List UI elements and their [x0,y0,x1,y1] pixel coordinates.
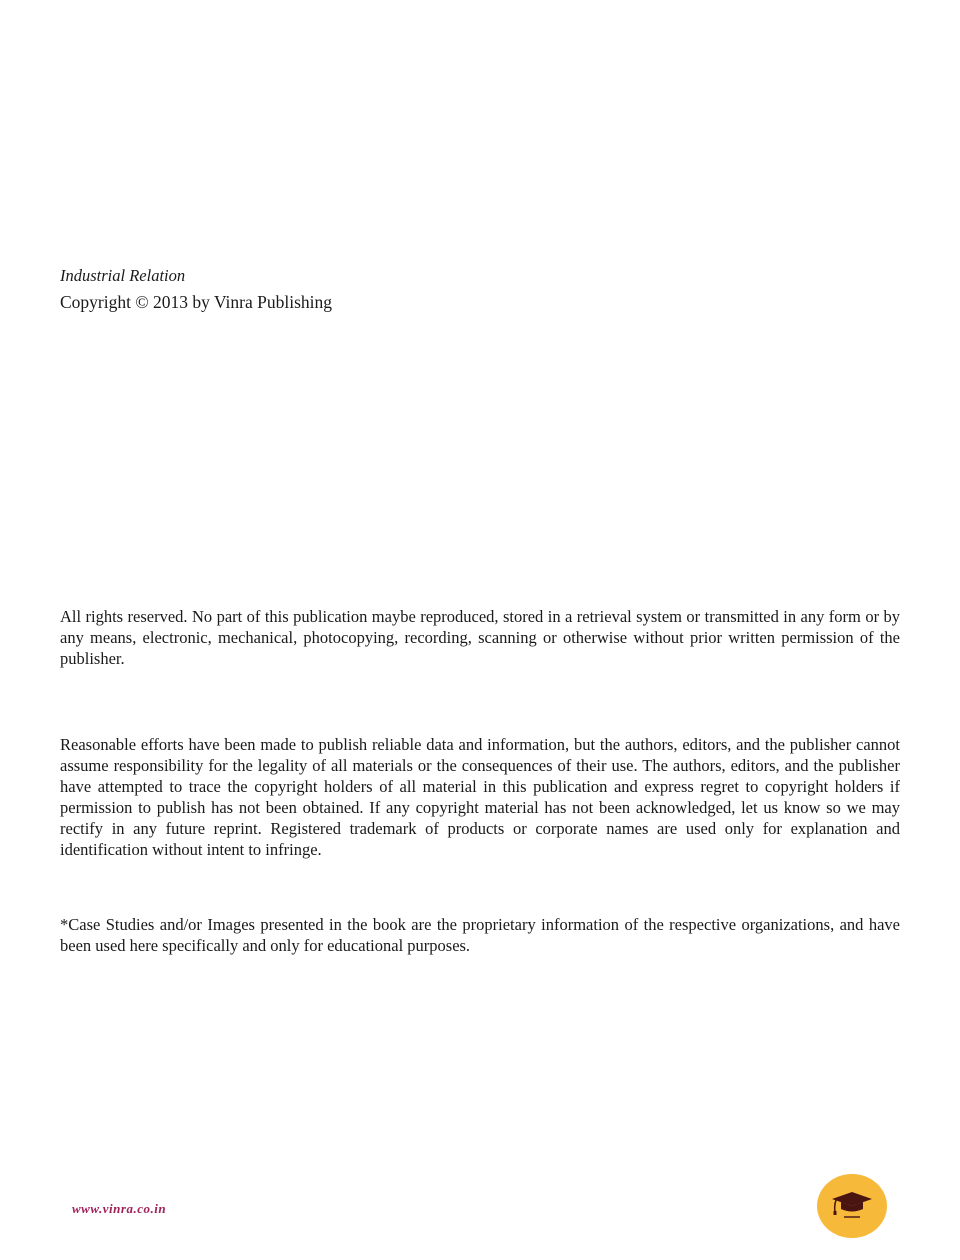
rights-reserved-paragraph: All rights reserved. No part of this publication maybe reproduced, stored in a retrieval system or transmitted in any form or by any means, electronic, mechanical, photocopying, recording, scanning or otherwise without prior written permission of the publisher. [60,607,900,668]
publisher-logo [817,1174,887,1238]
copyright-line: Copyright © 2013 by Vinra Publishing [60,292,333,312]
footer-url[interactable]: www.vinra.co.in [72,1201,167,1216]
graduation-cap-icon [830,1190,874,1222]
disclaimer-paragraph: Reasonable efforts have been made to publish reliable data and information, but the authors, editors, and the publisher cannot assume responsibility for the legality of all materials or the consequences of their use. The authors, editors, and the publisher have attempted to trace the copyright holders of all material in this publication and express regret to copyright holders if permission to publish has not been obtained. If any copyright material has not been acknowledged, let us know so we may rectify in any future reprint. Registered trademark of products or corporate names are used only for explanation and identification without intent to infringe. [60,735,900,859]
case-studies-paragraph: *Case Studies and/or Images presented in the book are the proprietary information of the respective organizations, and have been used here specifically and only for educational purposes. [60,915,900,955]
book-title: Industrial Relation [60,266,186,285]
